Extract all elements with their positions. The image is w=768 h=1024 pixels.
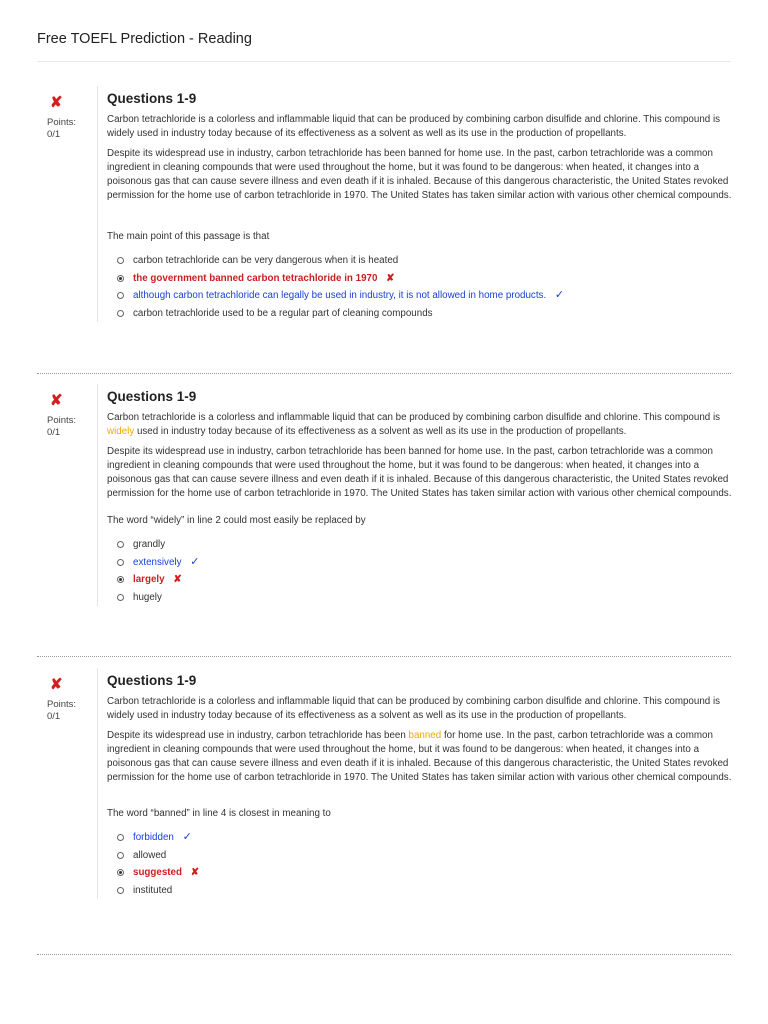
radio-button[interactable]: [117, 559, 124, 566]
points-caption: Points:: [47, 117, 77, 128]
answer-option-selected[interactable]: [107, 270, 735, 288]
option-text: allowed: [133, 849, 167, 861]
answer-options: [107, 829, 735, 899]
option-text: largely: [133, 574, 165, 585]
answer-option[interactable]: [107, 305, 735, 323]
radio-button[interactable]: [117, 310, 124, 317]
option-text: forbidden: [133, 832, 174, 843]
answer-option-correct[interactable]: [107, 554, 735, 572]
radio-button[interactable]: [117, 292, 124, 299]
answer-option[interactable]: [107, 589, 735, 607]
answer-option-correct[interactable]: [107, 287, 735, 305]
answer-option[interactable]: [107, 882, 735, 900]
points-caption: Points:: [47, 415, 77, 426]
passage-text: for home use. In the past, carbon tetrachloride was a common ingredient in cleaning compounds that were used throughout the home, but it was found to be dangerous: when heated, it changes into a poisonous gas that can cause severe illness and even death if it is inhaled. Because of this dangerous characteristic, the United States revoked permission for the home use of carbon tetrachloride in 1970. The United States has taken similar action with various other chemical compounds.: [107, 730, 732, 783]
option-text: extensively: [133, 556, 182, 568]
option-text: the government banned carbon tetrachloride in 1970: [133, 272, 378, 284]
check-icon: ✓: [190, 555, 200, 568]
question-title: Questions 1-9: [107, 91, 197, 106]
passage-text: used in industry today because of its effectiveness as a solvent as well as its use in the production of propellants.: [134, 426, 627, 437]
radio-button[interactable]: [117, 594, 124, 601]
question-prompt: The main point of this passage is that: [107, 231, 270, 242]
question-content: [97, 384, 735, 606]
answer-option-correct[interactable]: [107, 829, 735, 847]
answer-options: [107, 536, 735, 606]
wrong-icon: ✘: [50, 392, 63, 409]
radio-button[interactable]: [117, 852, 124, 859]
passage-paragraph-2: Despite its widespread use in industry, carbon tetrachloride has been banned for home use. In the past, carbon tetrachloride was a common ingredient in cleaning compounds that were used throughout the home, but it was found to be dangerous: when heated, it changes into a poisonous gas that can cause severe illness and even death if it is inhaled. Because of this dangerous characteristic, the United States revoked permission for the home use of carbon tetrachloride in 1970. The United States has taken similar action with various other chemical compounds.: [107, 148, 732, 201]
answer-options: [107, 252, 735, 322]
option-text: grandly: [133, 539, 166, 550]
question-separator: [37, 373, 731, 374]
passage-paragraph-1: [107, 411, 735, 439]
question-prompt: The word “widely” in line 2 could most easily be replaced by: [107, 515, 366, 526]
cross-icon: ✘: [173, 574, 182, 585]
cross-icon: ✘: [190, 867, 200, 878]
passage-text: Carbon tetrachloride is a colorless and inflammable liquid that can be produced by combining carbon disulfide and chlorine. This compound is: [107, 412, 721, 423]
question-title: Questions 1-9: [107, 673, 197, 688]
question-separator: [37, 954, 731, 955]
question-prompt: The word “banned” in line 4 is closest in meaning to: [107, 808, 331, 819]
answer-option[interactable]: [107, 847, 735, 865]
points-caption: Points:: [47, 699, 77, 710]
option-text: carbon tetrachloride used to be a regular part of cleaning compounds: [133, 307, 433, 319]
page-title: Free TOEFL Prediction - Reading: [37, 31, 252, 47]
cross-icon: ✘: [386, 272, 395, 284]
header-divider: [37, 61, 731, 62]
question-separator: [37, 656, 731, 657]
points-label: [47, 699, 76, 723]
question-content: [97, 668, 735, 899]
radio-button-selected[interactable]: [117, 576, 124, 583]
radio-button-selected[interactable]: [117, 869, 124, 876]
points-value: 0/1: [47, 711, 61, 722]
passage-paragraph-2: Despite its widespread use in industry, carbon tetrachloride has been banned for home use. In the past, carbon tetrachloride was a common ingredient in cleaning compounds that were used throughout the home, but it was found to be dangerous: when heated, it changes into a poisonous gas that can cause severe illness and even death if it is inhaled. Because of this dangerous characteristic, the United States revoked permission for the home use of carbon tetrachloride in 1970. The United States has taken similar action with various other chemical compounds.: [107, 446, 732, 499]
question-title: Questions 1-9: [107, 389, 197, 404]
option-text: carbon tetrachloride can be very dangerous when it is heated: [133, 255, 399, 266]
passage-paragraph-1: Carbon tetrachloride is a colorless and inflammable liquid that can be produced by combining carbon disulfide and chlorine. This compound is widely used in industry today because of its effectiveness as a solvent as well as its use in the production of propellants.: [107, 696, 721, 721]
highlighted-word: banned: [408, 730, 442, 741]
answer-option-selected[interactable]: [107, 864, 735, 882]
option-text: hugely: [133, 591, 162, 603]
answer-option-selected[interactable]: [107, 571, 735, 589]
answer-option[interactable]: [107, 252, 735, 270]
option-text: instituted: [133, 884, 173, 896]
passage-paragraph-2: [107, 729, 735, 785]
points-label: [47, 117, 76, 141]
option-text: although carbon tetrachloride can legally be used in industry, it is not allowed in home products.: [133, 290, 547, 301]
points-value: 0/1: [47, 129, 61, 140]
radio-button[interactable]: [117, 541, 124, 548]
check-icon: ✓: [182, 831, 192, 843]
radio-button[interactable]: [117, 834, 124, 841]
radio-button[interactable]: [117, 887, 124, 894]
answer-option[interactable]: [107, 536, 735, 554]
passage-paragraph-1: Carbon tetrachloride is a colorless and inflammable liquid that can be produced by combining carbon disulfide and chlorine. This compound is widely used in industry today because of its effectiveness as a solvent as well as its use in the production of propellants.: [107, 114, 721, 139]
radio-button[interactable]: [117, 257, 124, 264]
wrong-icon: ✘: [50, 94, 63, 111]
check-icon: ✓: [554, 289, 565, 301]
radio-button-selected[interactable]: [117, 275, 124, 282]
highlighted-word: widely: [107, 426, 135, 437]
passage-text: Despite its widespread use in industry, carbon tetrachloride has been: [107, 730, 409, 741]
wrong-icon: ✘: [50, 676, 63, 693]
question-content: [97, 86, 735, 322]
points-label: [47, 415, 76, 439]
option-text: suggested: [133, 867, 182, 878]
points-value: 0/1: [47, 427, 61, 438]
